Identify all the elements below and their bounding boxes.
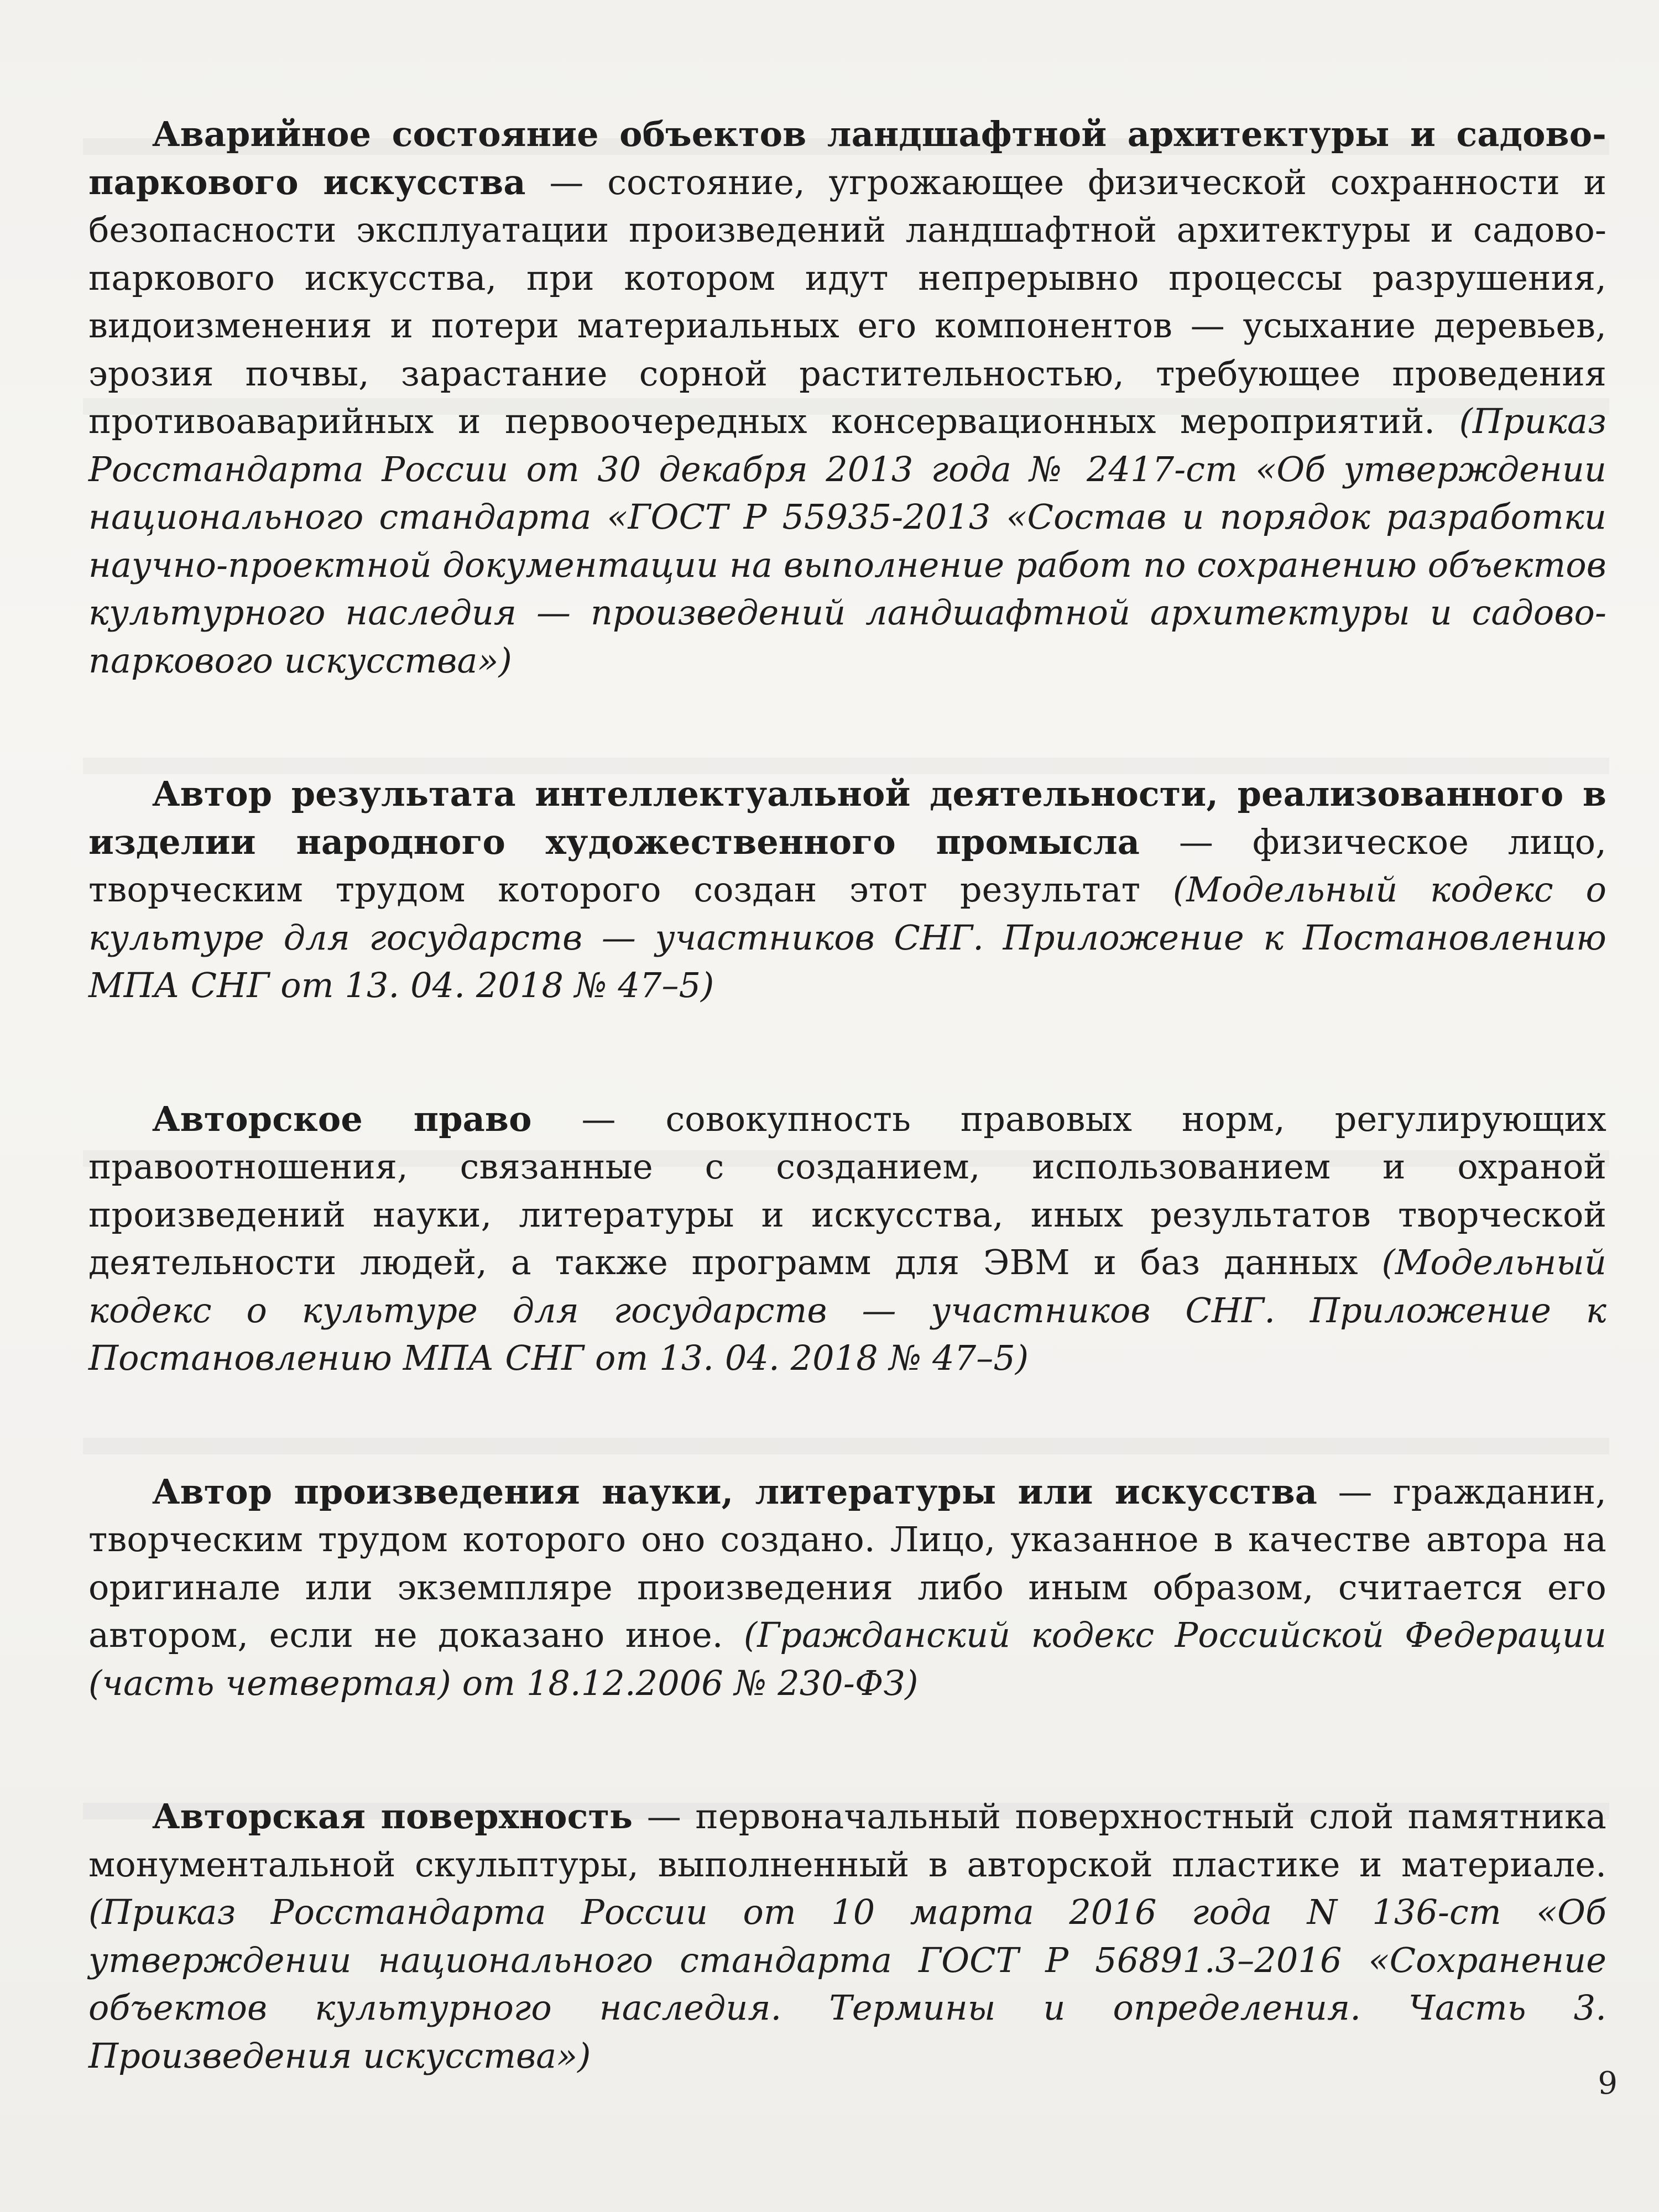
entry-term: Автор произведения науки, литературы или искусства: [152, 1471, 1318, 1512]
glossary-entry: [88, 770, 1606, 1010]
entry-definition: — гражданин, творческим трудом которого оно создано. Лицо, указанное в качестве автора на оригинале или экземпляре произведения либо иным образом, считается его автором, если не доказано иное.: [88, 1471, 1606, 1655]
page-number: 9: [1598, 2065, 1618, 2101]
entry-term: Авторская поверхность: [152, 1796, 633, 1837]
entry-term: Автор результата интеллектуальной деятельности, реализованного в изделии народного художественного промысла: [88, 774, 1606, 862]
glossary-entry: [88, 1793, 1606, 2080]
entry-source: (Приказ Росстандарта России от 30 декабря 2013 года № 2417-ст «Об утверждении национального стандарта «ГОСТ Р 55935-2013 «Состав и порядок разработки научно-проектной документации на выполнение работ по сохранению объектов культурного наследия — произведений ландшафтной архитектуры и садово-паркового искусства»): [88, 401, 1606, 681]
entry-source: (Гражданский кодекс Российской Федерации (часть четвертая) от 18.12.2006 № 230-ФЗ): [88, 1615, 1607, 1703]
entry-definition: — первоначальный поверхностный слой памятника монументальной скульптуры, выполненный в авторской пластике и материале.: [88, 1796, 1606, 1885]
entry-definition: — совокупность правовых норм, регулирующих правоотношения, связанные с созданием, использованием и охраной произведений науки, литературы и искусства, иных результатов творческой деятельности людей, а также программ для ЭВМ и баз данных: [88, 1098, 1606, 1282]
entry-source: (Модельный кодекс о культуре для государств — участников СНГ. Приложение к Постановлению МПА СНГ от 13. 04. 2018 № 47–5): [88, 869, 1606, 1005]
glossary-entry: [88, 1095, 1606, 1383]
entry-definition: — состояние, угрожающее физической сохранности и безопасности эксплуатации произведений ландшафтной архитектуры и садово-паркового искусства, при котором идут непрерывно процессы разрушения, видоизменения и потери материальных его компонентов — усыхание деревьев, эрозия почвы, зарастание сорной растительностью, требующее проведения противоаварийных и первоочередных консервационных мероприятий.: [88, 161, 1607, 441]
entry-term: Аварийное состояние объектов ландшафтной архитектуры и садово-паркового искусства: [88, 114, 1606, 202]
glossary-content: [88, 111, 1606, 2166]
entry-source: (Приказ Росстандарта России от 10 марта 2016 года N 136-ст «Об утверждении национального стандарта ГОСТ Р 56891.3–2016 «Сохранение объектов культурного наследия. Термины и определения. Часть 3. Произведения искусства»): [88, 1892, 1607, 2076]
entry-term: Авторское право: [152, 1098, 532, 1139]
entry-definition: — физическое лицо, творческим трудом которого создан этот результат: [88, 821, 1606, 910]
glossary-entry: [88, 111, 1606, 685]
glossary-entry: [88, 1468, 1606, 1708]
entry-source: (Модельный кодекс о культуре для государств — участников СНГ. Приложение к Постановлению МПА СНГ от 13. 04. 2018 № 47–5): [88, 1242, 1606, 1378]
